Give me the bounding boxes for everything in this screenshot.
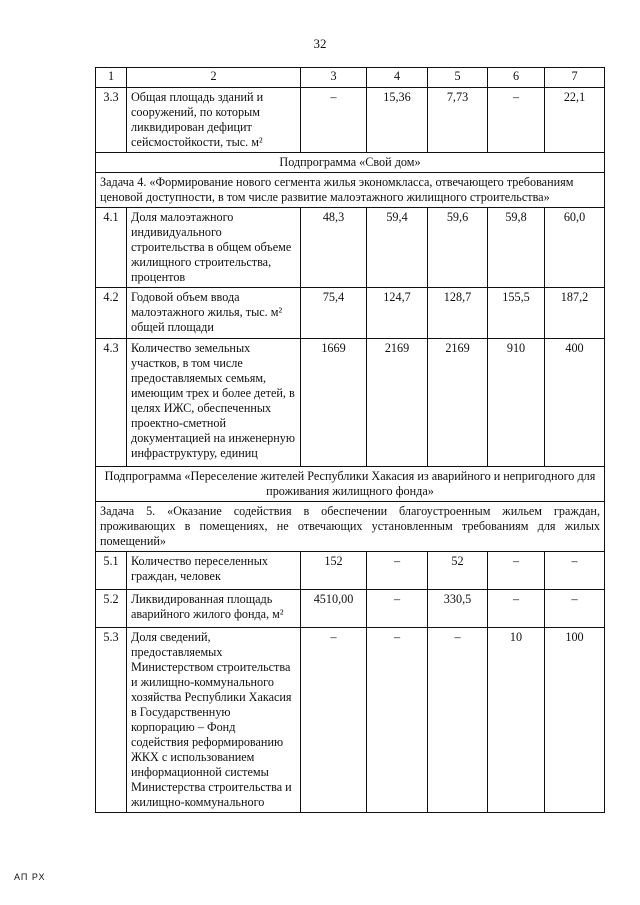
value-cell: 60,0 (545, 208, 605, 288)
row-number: 5.1 (96, 552, 127, 590)
value-cell: – (301, 628, 367, 813)
page-number: 32 (313, 36, 327, 51)
value-cell: 59,8 (488, 208, 545, 288)
row-number: 4.2 (96, 288, 127, 339)
value-cell: 910 (488, 339, 545, 467)
value-cell: 52 (428, 552, 488, 590)
value-cell: 400 (545, 339, 605, 467)
row-number: 5.2 (96, 590, 127, 628)
footer-stamp: АП РХ (14, 872, 46, 882)
column-number: 3 (301, 68, 367, 88)
column-number: 7 (545, 68, 605, 88)
value-cell: 330,5 (428, 590, 488, 628)
column-number: 6 (488, 68, 545, 88)
table-row (96, 288, 605, 339)
subprogram-heading: Подпрограмма «Свой дом» (96, 153, 605, 173)
value-cell: 7,73 (428, 88, 488, 153)
value-cell: – (488, 88, 545, 153)
value-cell: – (428, 628, 488, 813)
table-row (96, 628, 605, 813)
indicator-label: Ликвидированная площадь аварийного жилого фонда, м² (127, 590, 301, 628)
indicator-label: Общая площадь зданий и сооружений, по которым ликвидирован дефицит сейсмостойкости, тыс. м² (127, 88, 301, 153)
indicator-label: Количество земельных участков, в том числе предоставляемых семьям, имеющим трех и более детей, в целях ИЖС, обеспеченных проектно-сметной документацией на инженерную инфраструктуру, единиц (127, 339, 301, 467)
value-cell: 15,36 (367, 88, 428, 153)
task-row (96, 173, 605, 208)
indicator-label: Количество переселенных граждан, человек (127, 552, 301, 590)
section-row (96, 153, 605, 173)
value-cell: – (367, 628, 428, 813)
task-heading: Задача 4. «Формирование нового сегмента жилья экономкласса, отвечающего требованиям ценовой доступности, в том числе развитие малоэтажного жилищного строительства» (96, 173, 605, 208)
table-row (96, 208, 605, 288)
value-cell: 2169 (428, 339, 488, 467)
value-cell: 124,7 (367, 288, 428, 339)
value-cell: – (488, 552, 545, 590)
value-cell: 4510,00 (301, 590, 367, 628)
table-row (96, 339, 605, 467)
value-cell: 1669 (301, 339, 367, 467)
column-number: 4 (367, 68, 428, 88)
value-cell: – (545, 590, 605, 628)
value-cell: 22,1 (545, 88, 605, 153)
row-number: 3.3 (96, 88, 127, 153)
value-cell: 59,6 (428, 208, 488, 288)
row-number: 4.1 (96, 208, 127, 288)
indicators-table (95, 67, 605, 813)
column-number: 2 (127, 68, 301, 88)
indicator-label: Доля сведений, предоставляемых Министерством строительства и жилищно-коммунального хозяйства Республики Хакасия в Государственную корпорацию – Фонд содействия реформированию ЖКХ с использованием информационной системы Министерства строительства и жилищно-коммунального (127, 628, 301, 813)
value-cell: – (301, 88, 367, 153)
value-cell: – (488, 590, 545, 628)
value-cell: 187,2 (545, 288, 605, 339)
value-cell: – (367, 552, 428, 590)
row-number: 4.3 (96, 339, 127, 467)
task-row (96, 502, 605, 552)
task-heading: Задача 5. «Оказание содействия в обеспечении благоустроенным жильем граждан, проживающих в помещениях, не отвечающих установленным требованиям для жилых помещений» (96, 502, 605, 552)
value-cell: 48,3 (301, 208, 367, 288)
table-row (96, 552, 605, 590)
section-row (96, 467, 605, 502)
indicator-label: Годовой объем ввода малоэтажного жилья, тыс. м² общей площади (127, 288, 301, 339)
value-cell: 152 (301, 552, 367, 590)
indicator-label: Доля малоэтажного индивидуального строительства в общем объеме жилищного строительства, процентов (127, 208, 301, 288)
table-row (96, 590, 605, 628)
value-cell: 10 (488, 628, 545, 813)
value-cell: 2169 (367, 339, 428, 467)
column-number: 5 (428, 68, 488, 88)
value-cell: 100 (545, 628, 605, 813)
value-cell: – (367, 590, 428, 628)
row-number: 5.3 (96, 628, 127, 813)
column-number: 1 (96, 68, 127, 88)
column-number-row (96, 68, 605, 88)
value-cell: 59,4 (367, 208, 428, 288)
subprogram-heading: Подпрограмма «Переселение жителей Республики Хакасия из аварийного и непригодного для проживания жилищного фонда» (96, 467, 605, 502)
value-cell: – (545, 552, 605, 590)
value-cell: 155,5 (488, 288, 545, 339)
table-row (96, 88, 605, 153)
value-cell: 128,7 (428, 288, 488, 339)
value-cell: 75,4 (301, 288, 367, 339)
